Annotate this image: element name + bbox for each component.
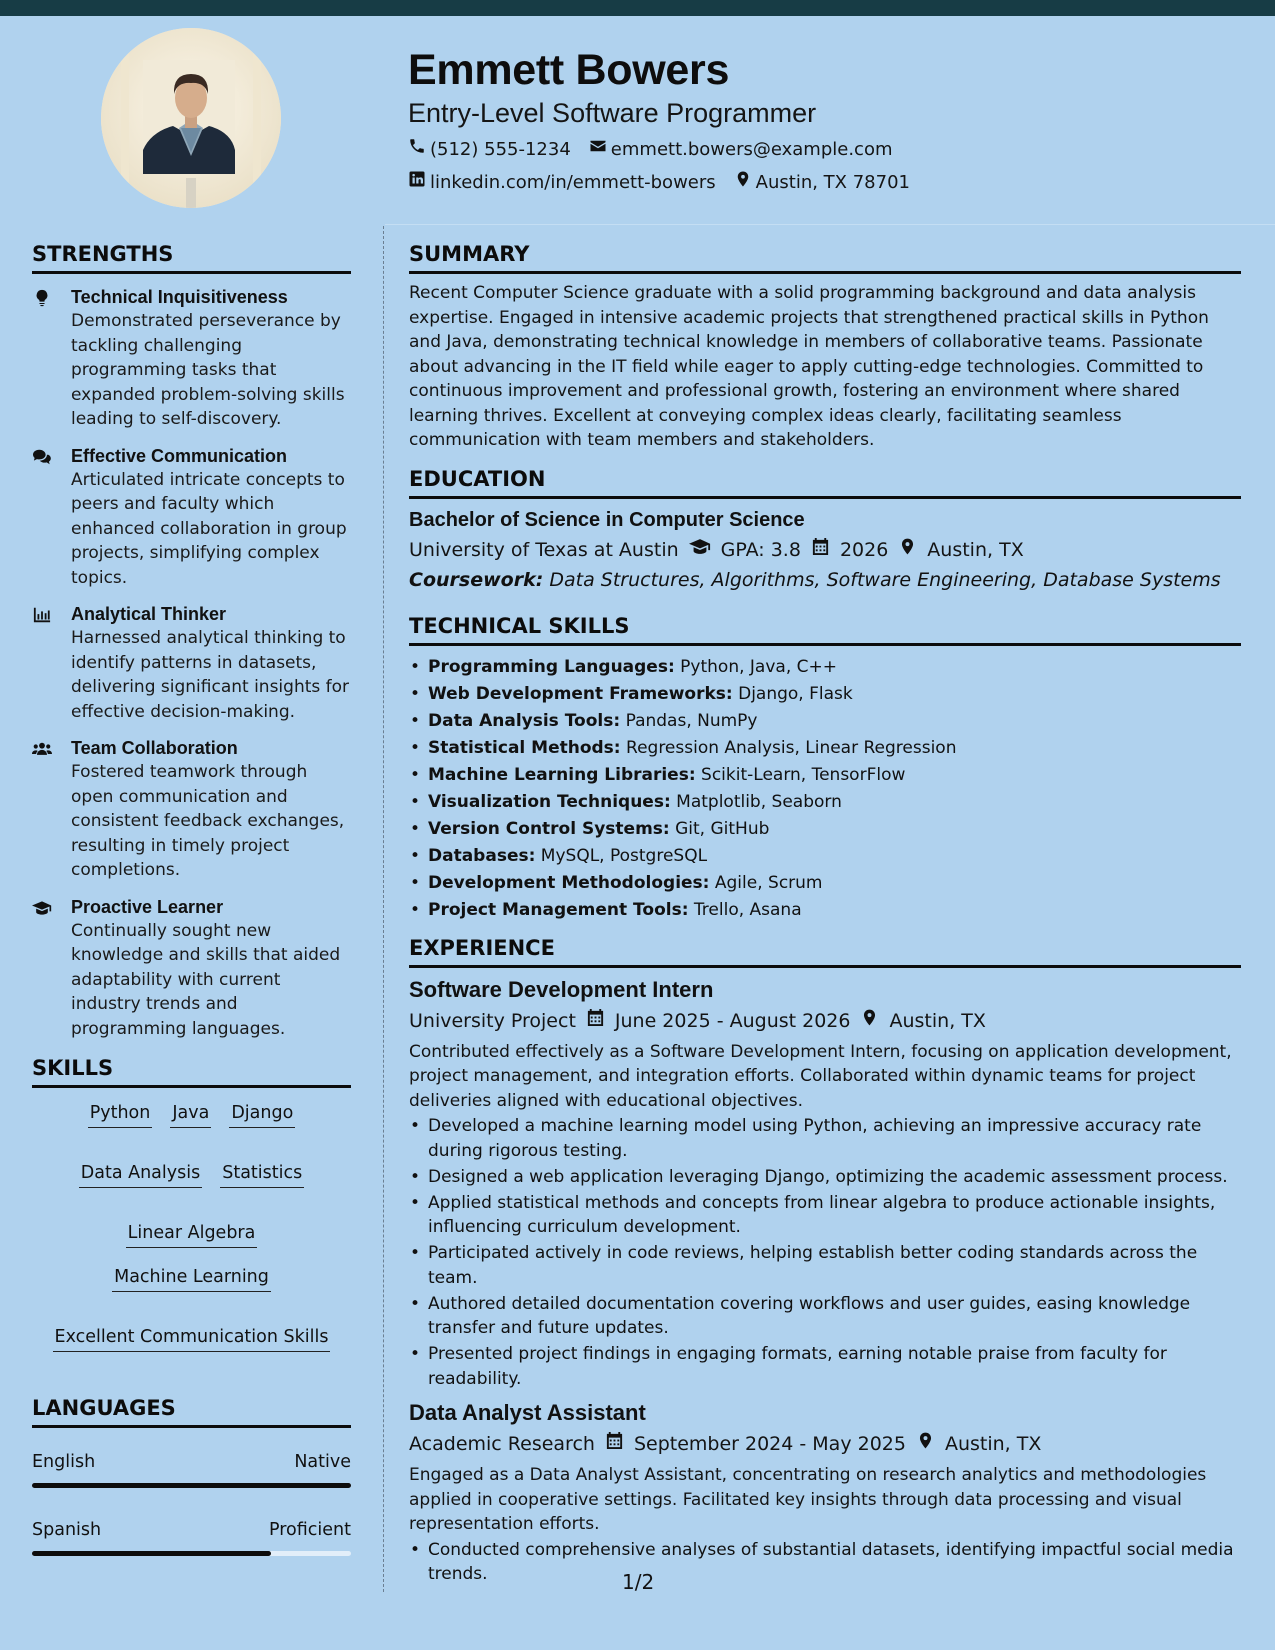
language-level: Native	[294, 1452, 351, 1472]
skill-label: Development Methodologies:	[428, 872, 710, 893]
email-contact[interactable]	[589, 137, 893, 162]
job-meta	[409, 1007, 1241, 1035]
strength-title: Team Collaboration	[71, 738, 238, 758]
list-item	[409, 654, 1241, 681]
list-item: • Designed a web application leveraging Django, optimizing the academic assessment process.	[409, 1165, 1241, 1190]
skill-label: Project Management Tools:	[428, 899, 689, 920]
skill-value: Regression Analysis, Linear Regression	[626, 737, 957, 758]
strength-title: Proactive Learner	[71, 896, 224, 917]
language-name: Spanish	[32, 1520, 102, 1540]
job-dates: June 2025 - August 2026	[614, 1009, 851, 1032]
envelope-icon	[589, 137, 607, 162]
skill-chip: Linear Algebra	[126, 1220, 258, 1248]
job-location: Austin, TX	[944, 1433, 1042, 1455]
education-meta	[409, 536, 1241, 564]
strengths-heading: STRENGTHS	[32, 240, 351, 274]
strength-item	[32, 286, 351, 432]
coursework	[409, 567, 1241, 594]
skill-value: Trello, Asana	[693, 899, 802, 920]
profile-photo	[101, 28, 281, 208]
job-title: Data Analyst Assistant	[409, 1400, 646, 1425]
coursework-list: Data Structures, Algorithms, Software Engineering, Database Systems	[549, 568, 1221, 591]
job-location: Austin, TX	[889, 1009, 986, 1032]
list-item: • Conducted comprehensive analyses of substantial datasets, identifying impactful social media trends.	[409, 1538, 1241, 1587]
strength-desc: Demonstrated perseverance by tackling challenging programming tasks that expanded problem-solving skills leading to self-discovery.	[71, 311, 345, 429]
technical-skills-list	[409, 654, 1241, 924]
skill-chip: Statistics	[220, 1160, 304, 1188]
candidate-role: Entry-Level Software Programmer	[408, 98, 817, 128]
map-pin-icon	[898, 536, 917, 564]
users-icon	[32, 737, 71, 883]
job-org: Academic Research	[409, 1433, 595, 1455]
main-content	[409, 240, 1241, 1588]
job-bullets	[409, 1114, 1241, 1391]
job-title: Software Development Intern	[409, 976, 714, 1002]
strengths-list	[32, 286, 351, 1041]
list-item: • Applied statistical methods and concepts from linear algebra to produce actionable insights, influencing curriculum development.	[409, 1191, 1241, 1240]
list-item	[409, 816, 1241, 843]
job-bullets	[409, 1538, 1241, 1587]
map-pin-icon	[860, 1007, 879, 1035]
experience-heading: EXPERIENCE	[409, 934, 1241, 968]
chart-icon	[32, 603, 71, 724]
skill-label: Databases:	[428, 845, 536, 866]
skill-chip: Java	[170, 1100, 211, 1128]
list-item	[409, 789, 1241, 816]
comments-icon	[32, 445, 71, 591]
language-bar	[32, 1483, 351, 1488]
contact-line-1	[408, 137, 1248, 162]
coursework-label: Coursework:	[409, 568, 544, 591]
skill-label: Web Development Frameworks:	[428, 683, 733, 704]
list-item	[409, 681, 1241, 708]
list-item	[409, 897, 1241, 924]
skills-chips	[32, 1100, 351, 1352]
strength-title: Effective Communication	[71, 445, 288, 466]
column-divider	[383, 226, 384, 1592]
skill-value: Django, Flask	[738, 683, 853, 704]
list-item: • Authored detailed documentation covering workflows and user guides, easing knowledge transfer and future updates.	[409, 1292, 1241, 1341]
gpa-text: GPA: 3.8	[720, 538, 801, 561]
job-org: University Project	[409, 1009, 576, 1032]
skill-value: Matplotlib, Seaborn	[676, 791, 842, 812]
language-bar	[32, 1551, 351, 1556]
list-item	[409, 762, 1241, 789]
language-item	[32, 1450, 351, 1488]
job-description: Engaged as a Data Analyst Assistant, concentrating on research analytics and methodologies applied in cooperative settings. Facilitated key insights through data processing and visual representation efforts.	[409, 1465, 1207, 1534]
linkedin-text[interactable]: linkedin.com/in/emmett-bowers	[430, 171, 716, 193]
job-description: Contributed effectively as a Software Development Intern, focusing on application development, project management, and integration efforts. Collaborated within dynamic teams for project deliveries aligned with educational objectives.	[409, 1041, 1232, 1111]
graduation-cap-icon	[689, 536, 711, 564]
calendar-icon	[605, 1430, 624, 1458]
strength-desc: Articulated intricate concepts to peers and faculty which enhanced collaboration in group projects, simplifying complex topics.	[71, 469, 347, 588]
calendar-icon	[811, 536, 830, 564]
strength-desc: Continually sought new knowledge and skills that aided adaptability with current industry trends and programming languages.	[71, 920, 341, 1039]
calendar-icon	[586, 1007, 605, 1035]
summary-text: Recent Computer Science graduate with a solid programming background and data analysis expertise. Engaged in intensive academic projects that strengthened practical skills in Python and Java, demonstrating technical knowledge in members of collaborative teams. Passionate about advancing in the IT field while eager to apply cutting-edge technologies. Committed to continuous improvement and professional growth, fostering an environment where shared learning thrives. Excellent at conveying complex ideas clearly, facilitating seamless communication with team members and stakeholders.	[409, 283, 1209, 450]
list-item	[409, 708, 1241, 735]
job-dates: September 2024 - May 2025	[633, 1433, 906, 1455]
list-item	[409, 870, 1241, 897]
school-name: University of Texas at Austin	[409, 538, 679, 561]
strength-desc: Fostered teamwork through open communication and consistent feedback exchanges, resulting in timely project completions.	[71, 762, 345, 880]
sidebar	[32, 240, 351, 1556]
language-bar-fill	[32, 1551, 271, 1556]
phone-contact	[408, 137, 571, 162]
contact-line-2	[408, 170, 1248, 195]
strength-item	[32, 603, 351, 724]
strength-item	[32, 896, 351, 1042]
resume-header	[408, 44, 1248, 195]
skill-chip: Machine Learning	[112, 1264, 271, 1292]
list-item: • Participated actively in code reviews, helping establish better coding standards across the team.	[409, 1241, 1241, 1290]
header-divider	[385, 224, 1275, 225]
summary-heading: SUMMARY	[409, 240, 1241, 274]
skill-label: Data Analysis Tools:	[428, 710, 621, 731]
graduation-year: 2026	[839, 538, 889, 561]
list-item	[409, 843, 1241, 870]
strength-item	[32, 445, 351, 591]
candidate-name: Emmett Bowers	[408, 46, 730, 94]
location-contact	[734, 170, 910, 195]
list-item	[409, 735, 1241, 762]
graduation-cap-icon	[32, 896, 71, 1042]
skill-label: Programming Languages:	[428, 656, 675, 677]
strength-desc: Harnessed analytical thinking to identify patterns in datasets, delivering significant insights for effective decision-making.	[71, 628, 350, 722]
language-name: English	[32, 1452, 96, 1472]
job-meta	[409, 1430, 1241, 1458]
location-text: Austin, TX 78701	[755, 171, 910, 193]
email-text[interactable]: emmett.bowers@example.com	[610, 138, 893, 160]
skill-chip: Django	[229, 1100, 295, 1128]
skill-value: Python, Java, C++	[680, 656, 837, 677]
skill-value: Git, GitHub	[675, 818, 770, 839]
job-entry	[409, 1399, 1241, 1587]
education-heading: EDUCATION	[409, 465, 1241, 499]
strength-item	[32, 737, 351, 883]
lightbulb-icon	[32, 286, 71, 432]
strength-title: Analytical Thinker	[71, 604, 227, 624]
skill-chip: Excellent Communication Skills	[53, 1324, 331, 1352]
strength-title: Technical Inquisitiveness	[71, 287, 288, 307]
job-entry	[409, 976, 1241, 1392]
skill-value: Pandas, NumPy	[625, 710, 758, 731]
skill-value: MySQL, PostgreSQL	[540, 845, 708, 866]
list-item: • Presented project findings in engaging formats, earning notable praise from faculty for readability.	[409, 1342, 1241, 1391]
phone-text: (512) 555-1234	[430, 138, 571, 160]
top-bar	[0, 0, 1275, 16]
skill-label: Visualization Techniques:	[428, 791, 671, 812]
language-level: Proficient	[269, 1520, 351, 1540]
degree-title: Bachelor of Science in Computer Science	[409, 508, 805, 531]
technical-skills-heading: TECHNICAL SKILLS	[409, 612, 1241, 646]
skill-chip: Data Analysis	[79, 1160, 202, 1188]
linkedin-contact[interactable]	[408, 170, 716, 195]
phone-icon	[408, 137, 426, 162]
skill-label: Statistical Methods:	[428, 737, 621, 758]
skill-label: Version Control Systems:	[428, 818, 670, 839]
page-number: 1/2	[622, 1570, 655, 1594]
skill-value: Agile, Scrum	[714, 872, 823, 893]
skill-value: Scikit-Learn, TensorFlow	[701, 764, 906, 785]
language-bar-fill	[32, 1483, 351, 1488]
languages-heading: LANGUAGES	[32, 1394, 351, 1428]
skills-heading: SKILLS	[32, 1054, 351, 1088]
language-item	[32, 1518, 351, 1556]
education-location: Austin, TX	[927, 538, 1024, 561]
map-pin-icon	[916, 1430, 935, 1458]
skill-chip: Python	[88, 1100, 153, 1128]
linkedin-icon	[408, 170, 426, 195]
map-pin-icon	[734, 170, 752, 195]
skill-label: Machine Learning Libraries:	[428, 764, 696, 785]
list-item: • Developed a machine learning model using Python, achieving an impressive accuracy rate during rigorous testing.	[409, 1114, 1241, 1163]
